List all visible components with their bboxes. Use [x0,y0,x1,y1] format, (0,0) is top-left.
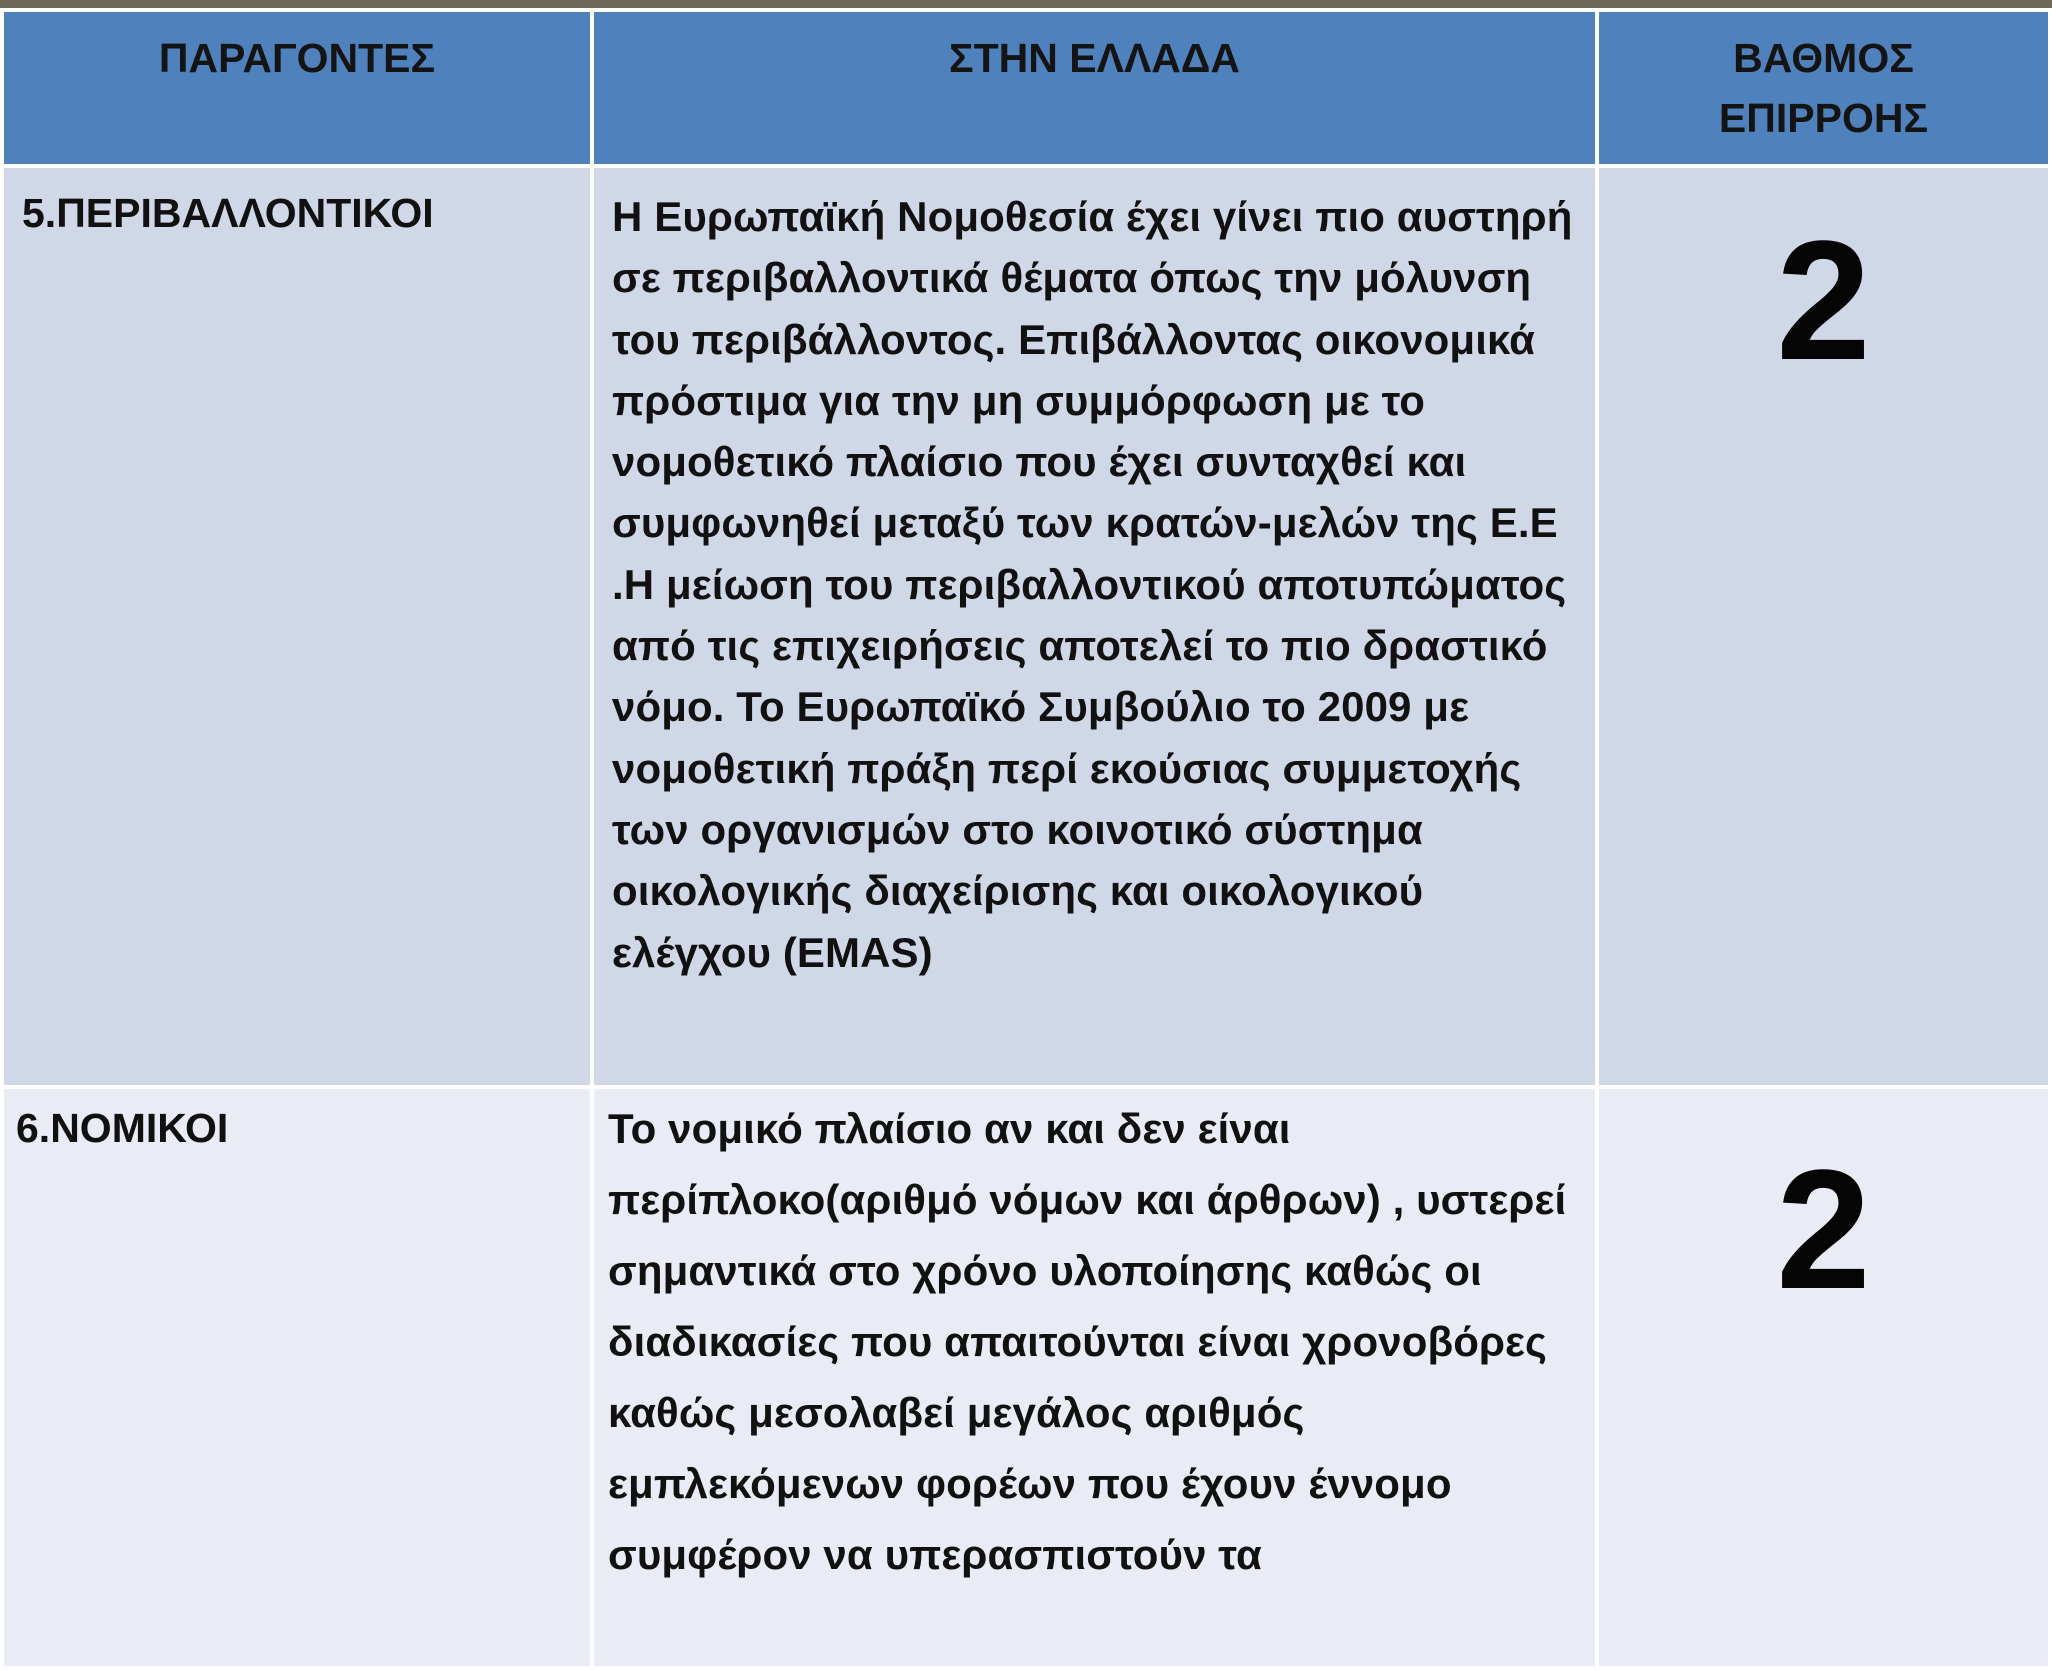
factors-table [0,8,2052,1670]
top-border-strip [0,0,2048,8]
header-row [2,10,2050,166]
table-row [2,1087,2050,1668]
header-factors: ΠΑΡΑΓΟΝΤΕΣ [2,10,592,166]
header-greece: ΣΤΗΝ ΕΛΛΑΔΑ [592,10,1597,166]
header-influence-line1: ΒΑΘΜΟΣ [1733,35,1914,81]
influence-degree-cell: 2 [1597,166,2050,1087]
factor-cell: 6.ΝΟΜΙΚΟΙ [2,1087,592,1668]
influence-degree-cell: 2 [1597,1087,2050,1668]
table-row [2,166,2050,1087]
factor-cell: 5.ΠΕΡΙΒΑΛΛΟΝΤΙΚΟΙ [2,166,592,1087]
description-cell: Η Ευρωπαϊκή Νομοθεσία έχει γίνει πιο αυστηρή σε περιβαλλοντικά θέματα όπως την μόλυνση του περιβάλλοντος. Επιβάλλοντας οικονομικά πρόστιμα για την μη συμμόρφωση με το νομοθετικό πλαίσιο που έχει συνταχθεί και συμφωνηθεί μεταξύ των κρατών-μελών της Ε.Ε .Η μείωση του περιβαλλοντικού αποτυπώματος από τις επιχειρήσεις αποτελεί το πιο δραστικό νόμο. Το Ευρωπαϊκό Συμβούλιο το 2009 με νομοθετική πράξη περί εκούσιας συμμετοχής των οργανισμών στο κοινοτικό σύστημα οικολογικής διαχείρισης και οικολογικού ελέγχου (EMAS) [592,166,1597,1087]
header-influence [1597,10,2050,166]
description-cell: Το νομικό πλαίσιο αν και δεν είναι περίπλοκο(αριθμό νόμων και άρθρων) , υστερεί σημαντικά στο χρόνο υλοποίησης καθώς οι διαδικασίες που απαιτούνται είναι χρονοβόρες καθώς μεσολαβεί μεγάλος αριθμός εμπλεκόμενων φορέων που έχουν έννομο συμφέρον να υπερασπιστούν τα [592,1087,1597,1668]
header-influence-line2: ΕΠΙΡΡΟΗΣ [1718,95,1929,141]
